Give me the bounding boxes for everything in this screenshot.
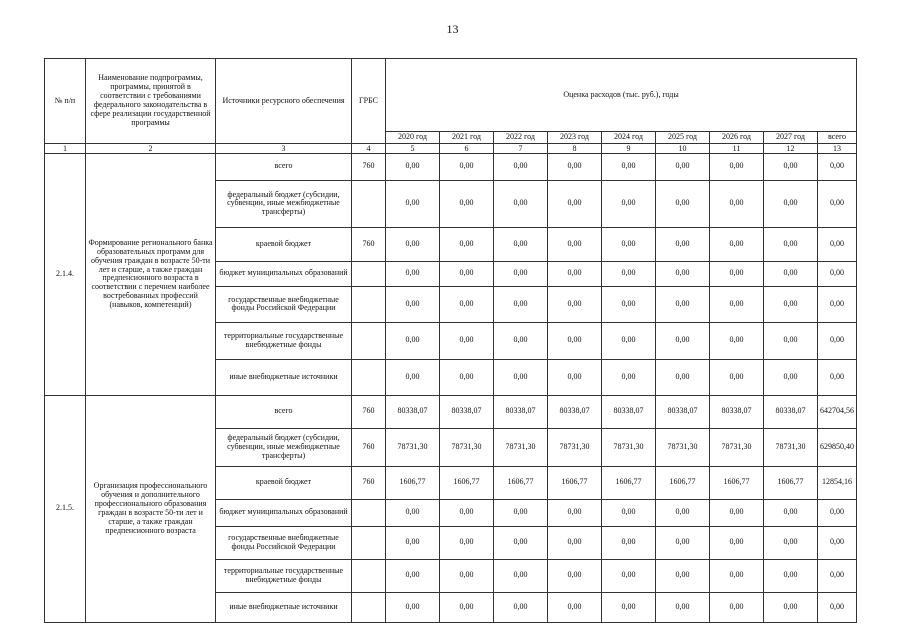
amount-cell: 0,00 bbox=[710, 322, 764, 359]
amount-cell: 0,00 bbox=[548, 499, 602, 526]
amount-cell: 642704,56 bbox=[818, 395, 857, 428]
amount-cell: 629850,40 bbox=[818, 428, 857, 466]
amount-cell: 0,00 bbox=[818, 499, 857, 526]
amount-cell: 0,00 bbox=[710, 261, 764, 286]
amount-cell: 0,00 bbox=[386, 526, 440, 559]
year-header: всего bbox=[818, 132, 857, 144]
funding-source: государственные внебюджетные фонды Российской Федерации bbox=[216, 286, 352, 322]
amount-cell: 78731,30 bbox=[710, 428, 764, 466]
column-index: 13 bbox=[818, 143, 857, 153]
year-header: 2021 год bbox=[440, 132, 494, 144]
funding-source: бюджет муниципальных образований bbox=[216, 261, 352, 286]
amount-cell: 1606,77 bbox=[602, 466, 656, 499]
amount-cell: 0,00 bbox=[602, 261, 656, 286]
amount-cell: 0,00 bbox=[602, 322, 656, 359]
amount-cell: 0,00 bbox=[818, 180, 857, 227]
amount-cell: 0,00 bbox=[494, 499, 548, 526]
year-header: 2020 год bbox=[386, 132, 440, 144]
amount-cell: 0,00 bbox=[440, 322, 494, 359]
amount-cell: 0,00 bbox=[656, 359, 710, 395]
amount-cell: 0,00 bbox=[548, 261, 602, 286]
funding-source: иные внебюджетные источники bbox=[216, 359, 352, 395]
amount-cell: 0,00 bbox=[494, 322, 548, 359]
column-index: 3 bbox=[216, 143, 352, 153]
year-header: 2022 год bbox=[494, 132, 548, 144]
amount-cell: 0,00 bbox=[656, 322, 710, 359]
amount-cell: 0,00 bbox=[818, 261, 857, 286]
amount-cell: 0,00 bbox=[710, 180, 764, 227]
amount-cell: 0,00 bbox=[494, 261, 548, 286]
table-row bbox=[45, 395, 857, 428]
amount-cell: 1606,77 bbox=[494, 466, 548, 499]
amount-cell: 0,00 bbox=[656, 499, 710, 526]
grbs-code: 760 bbox=[352, 395, 386, 428]
amount-cell: 0,00 bbox=[548, 592, 602, 622]
amount-cell: 0,00 bbox=[764, 526, 818, 559]
header-estimate: Оценка расходов (тыс. руб.), годы bbox=[386, 59, 857, 132]
amount-cell: 0,00 bbox=[764, 499, 818, 526]
grbs-code: 760 bbox=[352, 153, 386, 180]
amount-cell: 0,00 bbox=[386, 559, 440, 592]
year-header: 2024 год bbox=[602, 132, 656, 144]
amount-cell: 0,00 bbox=[386, 322, 440, 359]
amount-cell: 80338,07 bbox=[386, 395, 440, 428]
grbs-code: 760 bbox=[352, 227, 386, 261]
funding-source: территориальные государственные внебюджетные фонды bbox=[216, 322, 352, 359]
amount-cell: 80338,07 bbox=[602, 395, 656, 428]
grbs-code bbox=[352, 499, 386, 526]
amount-cell: 0,00 bbox=[710, 592, 764, 622]
grbs-code bbox=[352, 322, 386, 359]
funding-source: всего bbox=[216, 153, 352, 180]
column-index: 6 bbox=[440, 143, 494, 153]
grbs-code bbox=[352, 286, 386, 322]
amount-cell: 0,00 bbox=[494, 559, 548, 592]
funding-source: федеральный бюджет (субсидии, субвенции, иные межбюджетные трансферты) bbox=[216, 180, 352, 227]
amount-cell: 0,00 bbox=[818, 322, 857, 359]
amount-cell: 80338,07 bbox=[710, 395, 764, 428]
amount-cell: 0,00 bbox=[764, 261, 818, 286]
column-index: 2 bbox=[86, 143, 216, 153]
amount-cell: 0,00 bbox=[818, 526, 857, 559]
amount-cell: 0,00 bbox=[710, 286, 764, 322]
amount-cell: 0,00 bbox=[440, 180, 494, 227]
amount-cell: 0,00 bbox=[386, 261, 440, 286]
column-index: 10 bbox=[656, 143, 710, 153]
amount-cell: 0,00 bbox=[710, 499, 764, 526]
section-name: Формирование регионального банка образовательных программ для обучения граждан в возрасте 50-ти лет и старше, а также граждан предпенсионного возраста в соответствии с перечнем наиболее востребованных профессий (навыков, компетенций) bbox=[86, 153, 216, 395]
amount-cell: 0,00 bbox=[818, 559, 857, 592]
amount-cell: 12854,16 bbox=[818, 466, 857, 499]
amount-cell: 0,00 bbox=[656, 261, 710, 286]
amount-cell: 0,00 bbox=[440, 261, 494, 286]
amount-cell: 0,00 bbox=[602, 286, 656, 322]
amount-cell: 1606,77 bbox=[710, 466, 764, 499]
amount-cell: 0,00 bbox=[548, 153, 602, 180]
funding-source: всего bbox=[216, 395, 352, 428]
funding-source: иные внебюджетные источники bbox=[216, 592, 352, 622]
funding-source: бюджет муниципальных образований bbox=[216, 499, 352, 526]
amount-cell: 0,00 bbox=[494, 180, 548, 227]
amount-cell: 0,00 bbox=[656, 559, 710, 592]
amount-cell: 0,00 bbox=[764, 286, 818, 322]
amount-cell: 0,00 bbox=[386, 180, 440, 227]
amount-cell: 0,00 bbox=[386, 227, 440, 261]
grbs-code bbox=[352, 592, 386, 622]
year-header: 2027 год bbox=[764, 132, 818, 144]
amount-cell: 78731,30 bbox=[548, 428, 602, 466]
column-index: 12 bbox=[764, 143, 818, 153]
amount-cell: 0,00 bbox=[548, 359, 602, 395]
amount-cell: 80338,07 bbox=[440, 395, 494, 428]
amount-cell: 0,00 bbox=[656, 286, 710, 322]
year-header: 2026 год bbox=[710, 132, 764, 144]
amount-cell: 0,00 bbox=[764, 227, 818, 261]
amount-cell: 78731,30 bbox=[440, 428, 494, 466]
amount-cell: 78731,30 bbox=[656, 428, 710, 466]
amount-cell: 0,00 bbox=[440, 592, 494, 622]
amount-cell: 0,00 bbox=[602, 180, 656, 227]
amount-cell: 0,00 bbox=[710, 227, 764, 261]
amount-cell: 0,00 bbox=[656, 592, 710, 622]
year-header: 2025 год bbox=[656, 132, 710, 144]
amount-cell: 0,00 bbox=[602, 227, 656, 261]
amount-cell: 78731,30 bbox=[764, 428, 818, 466]
amount-cell: 0,00 bbox=[440, 559, 494, 592]
page-number: 13 bbox=[446, 22, 459, 36]
amount-cell: 0,00 bbox=[548, 180, 602, 227]
amount-cell: 0,00 bbox=[818, 592, 857, 622]
grbs-code bbox=[352, 559, 386, 592]
funding-source: территориальные государственные внебюджетные фонды bbox=[216, 559, 352, 592]
grbs-code: 760 bbox=[352, 466, 386, 499]
funding-source: краевой бюджет bbox=[216, 466, 352, 499]
funding-source: краевой бюджет bbox=[216, 227, 352, 261]
budget-table bbox=[44, 58, 857, 623]
amount-cell: 0,00 bbox=[494, 526, 548, 559]
amount-cell: 78731,30 bbox=[602, 428, 656, 466]
amount-cell: 0,00 bbox=[764, 359, 818, 395]
column-index: 1 bbox=[45, 143, 86, 153]
amount-cell: 0,00 bbox=[548, 559, 602, 592]
amount-cell: 0,00 bbox=[818, 286, 857, 322]
column-index: 11 bbox=[710, 143, 764, 153]
amount-cell: 0,00 bbox=[548, 526, 602, 559]
amount-cell: 0,00 bbox=[710, 153, 764, 180]
amount-cell: 0,00 bbox=[602, 526, 656, 559]
amount-cell: 0,00 bbox=[386, 153, 440, 180]
amount-cell: 0,00 bbox=[602, 559, 656, 592]
amount-cell: 0,00 bbox=[386, 499, 440, 526]
amount-cell: 0,00 bbox=[764, 180, 818, 227]
grbs-code bbox=[352, 180, 386, 227]
header-grbs: ГРБС bbox=[352, 59, 386, 144]
amount-cell: 0,00 bbox=[602, 153, 656, 180]
grbs-code bbox=[352, 526, 386, 559]
amount-cell: 0,00 bbox=[440, 359, 494, 395]
column-index: 4 bbox=[352, 143, 386, 153]
amount-cell: 1606,77 bbox=[440, 466, 494, 499]
amount-cell: 0,00 bbox=[656, 180, 710, 227]
amount-cell: 1606,77 bbox=[386, 466, 440, 499]
amount-cell: 0,00 bbox=[494, 592, 548, 622]
section-name: Организация профессионального обучения и дополнительного профессионального образования граждан в возрасте 50-ти лет и старше, а также граждан предпенсионного возраста bbox=[86, 395, 216, 622]
table-row bbox=[45, 153, 857, 180]
amount-cell: 80338,07 bbox=[656, 395, 710, 428]
section-number: 2.1.4. bbox=[45, 153, 86, 395]
year-header: 2023 год bbox=[548, 132, 602, 144]
amount-cell: 0,00 bbox=[548, 227, 602, 261]
amount-cell: 0,00 bbox=[602, 499, 656, 526]
header-source: Источники ресурсного обеспечения bbox=[216, 59, 352, 144]
amount-cell: 1606,77 bbox=[656, 466, 710, 499]
amount-cell: 80338,07 bbox=[494, 395, 548, 428]
amount-cell: 80338,07 bbox=[764, 395, 818, 428]
section-number: 2.1.5. bbox=[45, 395, 86, 622]
amount-cell: 0,00 bbox=[764, 153, 818, 180]
amount-cell: 0,00 bbox=[440, 286, 494, 322]
amount-cell: 0,00 bbox=[548, 322, 602, 359]
amount-cell: 0,00 bbox=[656, 526, 710, 559]
amount-cell: 0,00 bbox=[818, 359, 857, 395]
amount-cell: 0,00 bbox=[386, 592, 440, 622]
amount-cell: 0,00 bbox=[656, 227, 710, 261]
funding-source: федеральный бюджет (субсидии, субвенции, иные межбюджетные трансферты) bbox=[216, 428, 352, 466]
grbs-code bbox=[352, 261, 386, 286]
amount-cell: 0,00 bbox=[602, 359, 656, 395]
amount-cell: 78731,30 bbox=[494, 428, 548, 466]
amount-cell: 0,00 bbox=[548, 286, 602, 322]
amount-cell: 0,00 bbox=[494, 359, 548, 395]
amount-cell: 0,00 bbox=[440, 499, 494, 526]
index-row bbox=[45, 143, 857, 153]
amount-cell: 0,00 bbox=[710, 359, 764, 395]
header-name: Наименование подпрограммы, программы, принятой в соответствии с требованиями федерального законодательства в сфере реализации государственной программы bbox=[86, 59, 216, 144]
amount-cell: 0,00 bbox=[494, 286, 548, 322]
amount-cell: 0,00 bbox=[440, 227, 494, 261]
amount-cell: 0,00 bbox=[818, 153, 857, 180]
table-body bbox=[45, 153, 857, 622]
column-index: 5 bbox=[386, 143, 440, 153]
column-index: 7 bbox=[494, 143, 548, 153]
amount-cell: 0,00 bbox=[602, 592, 656, 622]
amount-cell: 1606,77 bbox=[548, 466, 602, 499]
amount-cell: 0,00 bbox=[656, 153, 710, 180]
amount-cell: 0,00 bbox=[710, 526, 764, 559]
header-number: № п/п bbox=[45, 59, 86, 144]
amount-cell: 0,00 bbox=[494, 227, 548, 261]
column-index: 8 bbox=[548, 143, 602, 153]
amount-cell: 1606,77 bbox=[764, 466, 818, 499]
grbs-code bbox=[352, 359, 386, 395]
amount-cell: 0,00 bbox=[764, 322, 818, 359]
amount-cell: 0,00 bbox=[818, 227, 857, 261]
amount-cell: 0,00 bbox=[440, 153, 494, 180]
amount-cell: 0,00 bbox=[386, 359, 440, 395]
amount-cell: 0,00 bbox=[386, 286, 440, 322]
amount-cell: 0,00 bbox=[494, 153, 548, 180]
grbs-code: 760 bbox=[352, 428, 386, 466]
amount-cell: 0,00 bbox=[440, 526, 494, 559]
amount-cell: 0,00 bbox=[764, 559, 818, 592]
amount-cell: 0,00 bbox=[764, 592, 818, 622]
amount-cell: 80338,07 bbox=[548, 395, 602, 428]
column-index: 9 bbox=[602, 143, 656, 153]
amount-cell: 78731,30 bbox=[386, 428, 440, 466]
amount-cell: 0,00 bbox=[710, 559, 764, 592]
funding-source: государственные внебюджетные фонды Российской Федерации bbox=[216, 526, 352, 559]
